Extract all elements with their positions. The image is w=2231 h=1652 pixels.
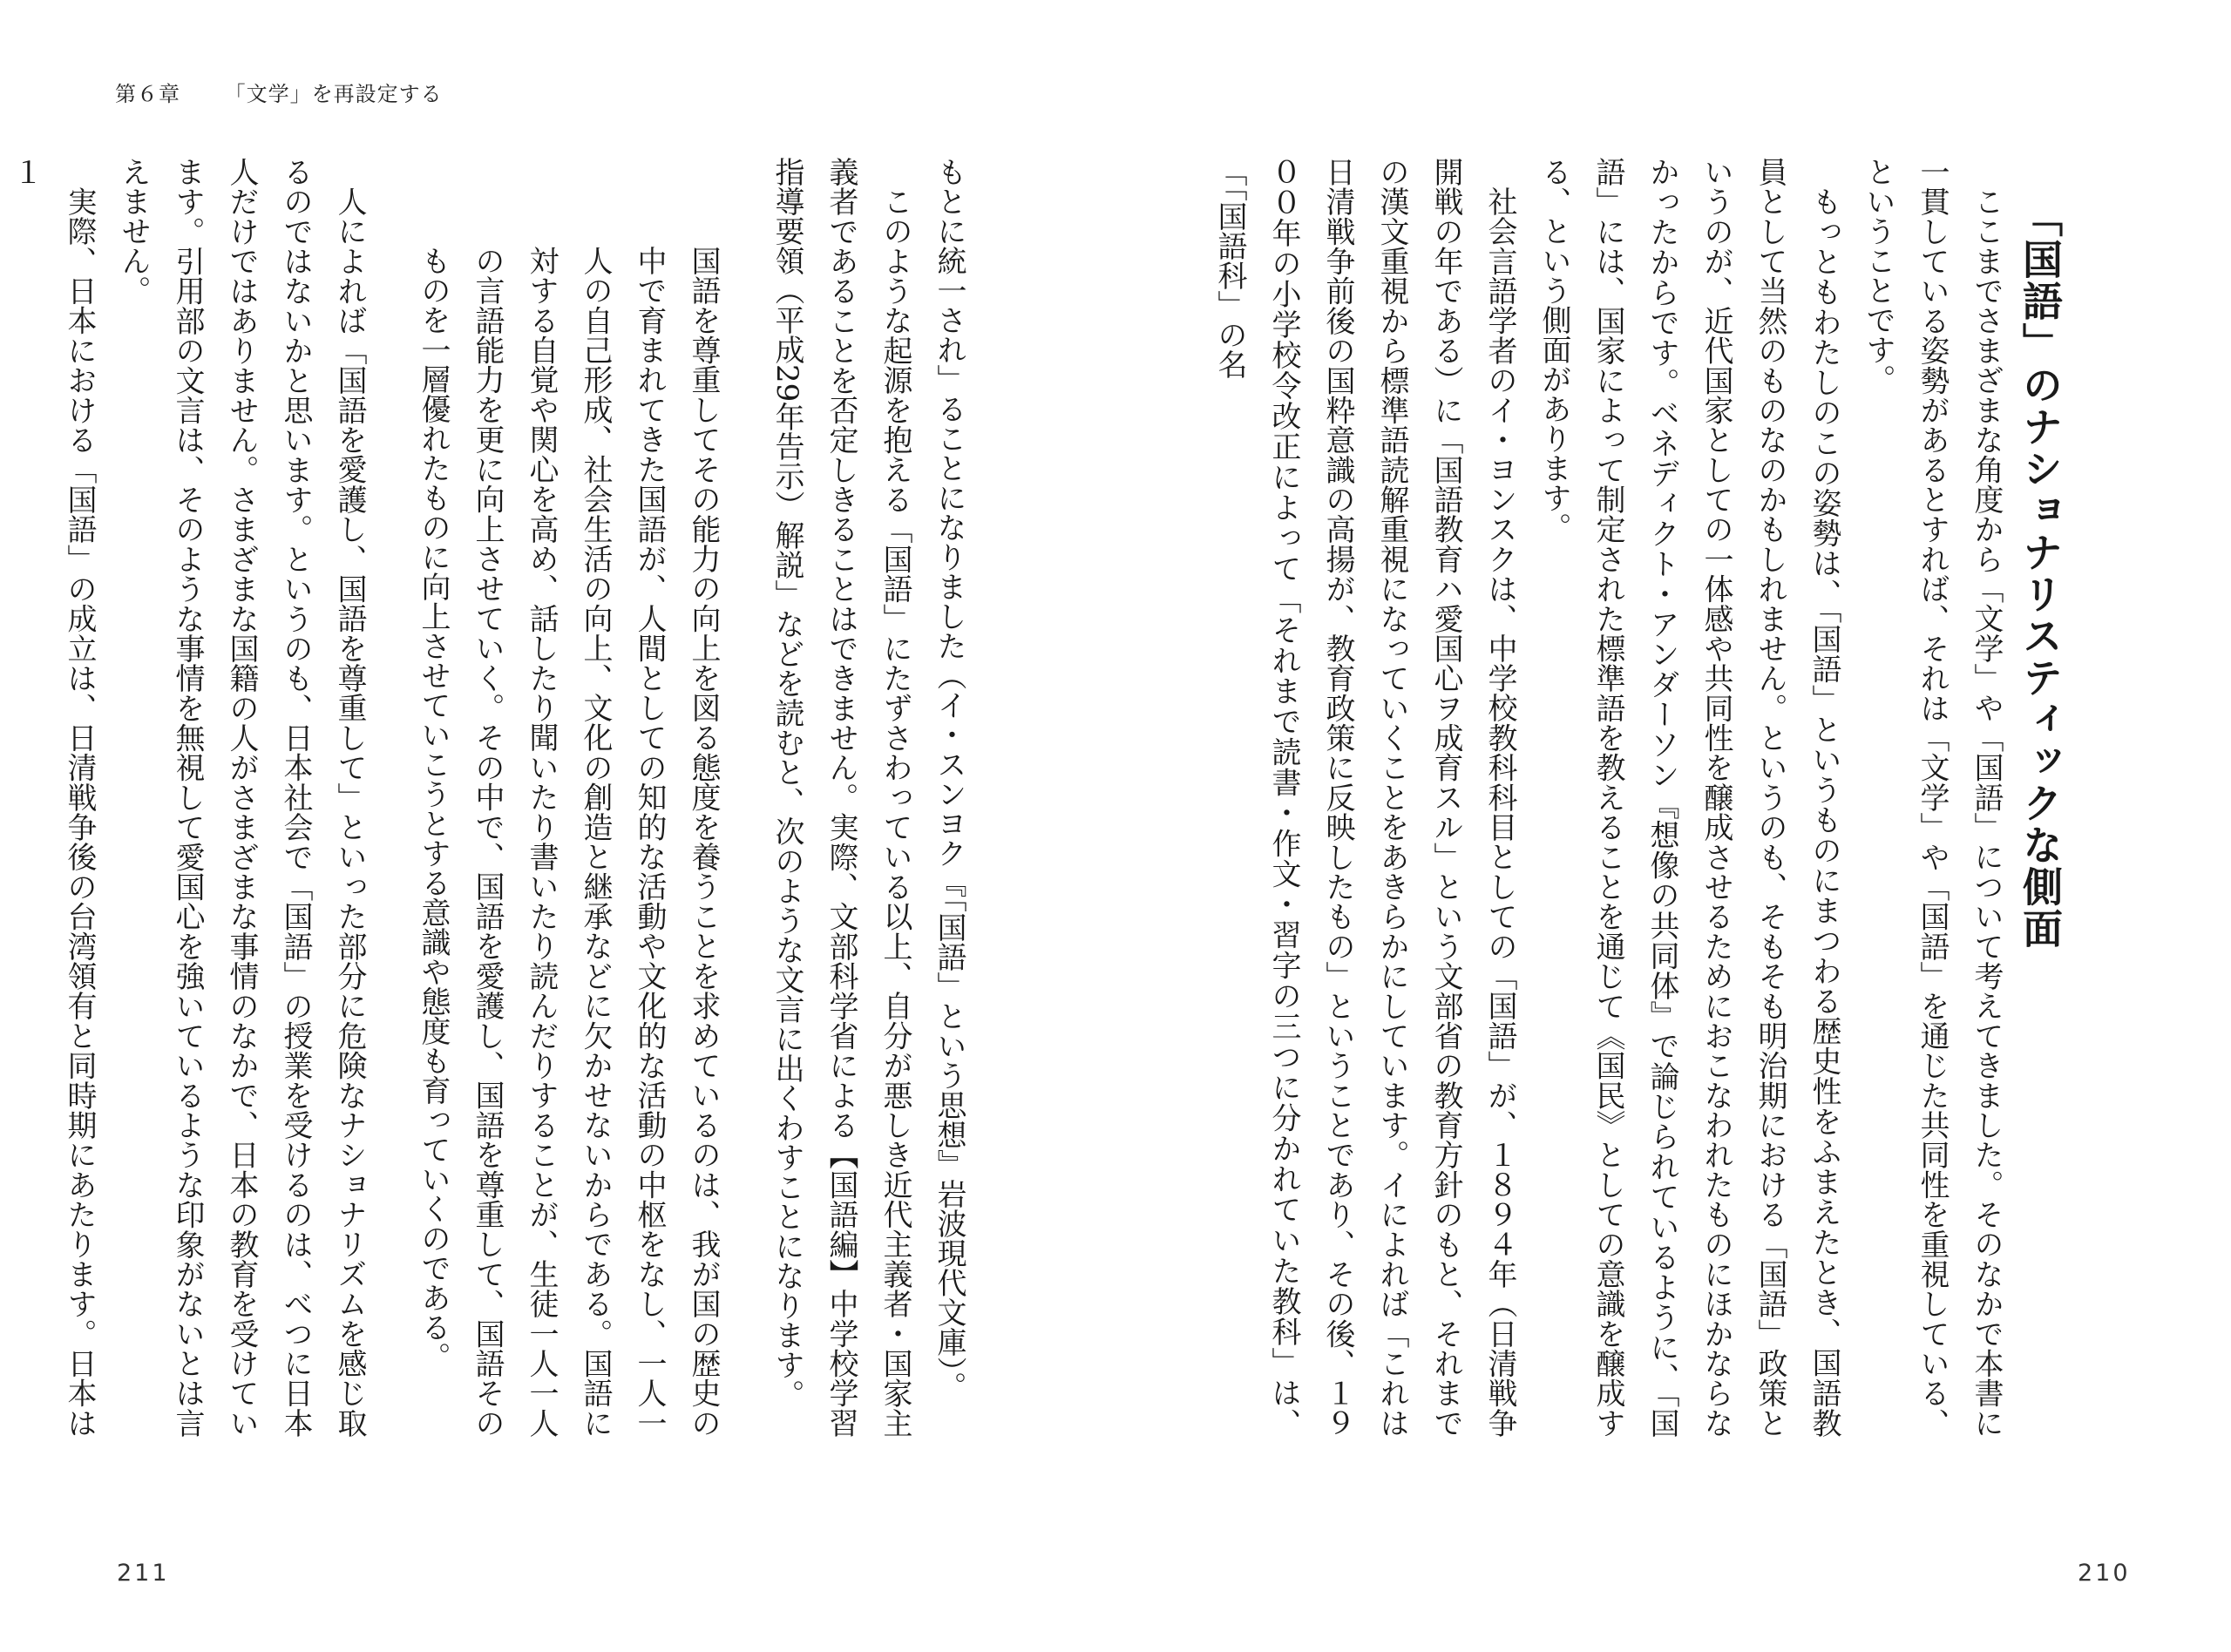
paragraph: もとに統一され」ることになりました（イ・スンヨク『「国語」という思想』岩波現代文庫）。 [932, 157, 966, 1401]
chapter-number: 第６章 [115, 82, 180, 106]
paragraph: 実際、日本における「国語」の成立は、日清戦争後の台湾領有と同時期にあたります。日本は１ [8, 157, 97, 1439]
paragraph: このような起源を抱える「国語」にたずさわっている以上、自分が悪しき近代主義者・国家主義者であることを否定しきることはできません。実際、文部科学省による【国語編】中学校学習指導要領（平成29年告示）解説」などを読むと、次のような文言に出くわすことになります。 [770, 157, 912, 1438]
page-right-text [1212, 157, 2067, 1438]
running-header [115, 77, 443, 107]
paragraph: 社会言語学者のイ・ヨンスクは、中学校教科科目としての「国語」が、１８９４年（日清戦争開戦の年である）に「国語教育ハ愛国心ヲ成育スル」という文部省の教育方針のもと、それまでの漢文重視から標準語読解重視になっていくことをあきらかにしています。イによれば「これは日清戦争前後の国粋意識の高揚が、教育政策に反映したもの」ということであり、その後、１９００年の小学校令改正によって「それまで読書・作文・習字の三つに分かれていた教科」は、「「国語科」の名 [1212, 157, 1517, 1438]
chapter-title: 「文学」を再設定する [224, 82, 443, 106]
page-left-text [8, 157, 976, 1439]
page-right [1212, 157, 2067, 1438]
quote-text: 国語を尊重してその能力の向上を図る態度を養うことを求めているのは、我が国の歴史の中で育まれてきた国語が、人間としての知的な活動や文化的な活動の中枢をなし、一人一人の自己形成、社会生活の向上、文化の創造と継承などに欠かせないからである。国語に対する自覚や関心を高め、話したり聞いたり書いたり読んだりすることが、生徒一人一人の言語能力を更に向上させていく。その中で、国語を愛護し、国語を尊重して、国語そのものを一層優れたものに向上させていこうとする意識や態度も育っていくのである。 [416, 246, 721, 1439]
paragraph: 人によれば「国語を愛護し、国語を尊重して」といった部分に危険なナショナリズムを感じ取るのではないかと思います。というのも、日本社会で「国語」の授業を受けるのは、べつに日本人だけではありません。さまざまな国籍の人がさまざまな事情のなかで、日本の教育を受けています。引用部の文言は、そのような事情を無視して愛国心を強いているような印象がないとは言えません。 [116, 157, 367, 1439]
page-number-right: 210 [2078, 1560, 2131, 1587]
page-left [8, 157, 976, 1439]
block-quote [406, 157, 730, 1438]
paragraph: ここまでさまざまな角度から「文学」や「国語」について考えてきました。そのなかで本書に一貫している姿勢があるとすれば、それは「文学」や「国語」を通じた共同性を重視している、ということです。 [1861, 157, 2004, 1438]
section-heading: 「国語」のナショナリスティックな側面 [2017, 197, 2064, 950]
paragraph: もっともわたしのこの姿勢は、「国語」というものにまつわる歴史性をふまえたとき、国語教員として当然のものなのかもしれません。というのも、そもそも明治期における「国語」政策というのが、近代国家としての一体感や共同性を醸成させるためにおこなわれたものにほかならなかったからです。ベネディクト・アンダーソン『想像の共同体』で論じられているように、「国語」には、国家によって制定された標準語を教えることを通じて《国民》としての意識を醸成する、という側面があります。 [1536, 157, 1841, 1438]
page-number-left: 211 [117, 1560, 170, 1587]
